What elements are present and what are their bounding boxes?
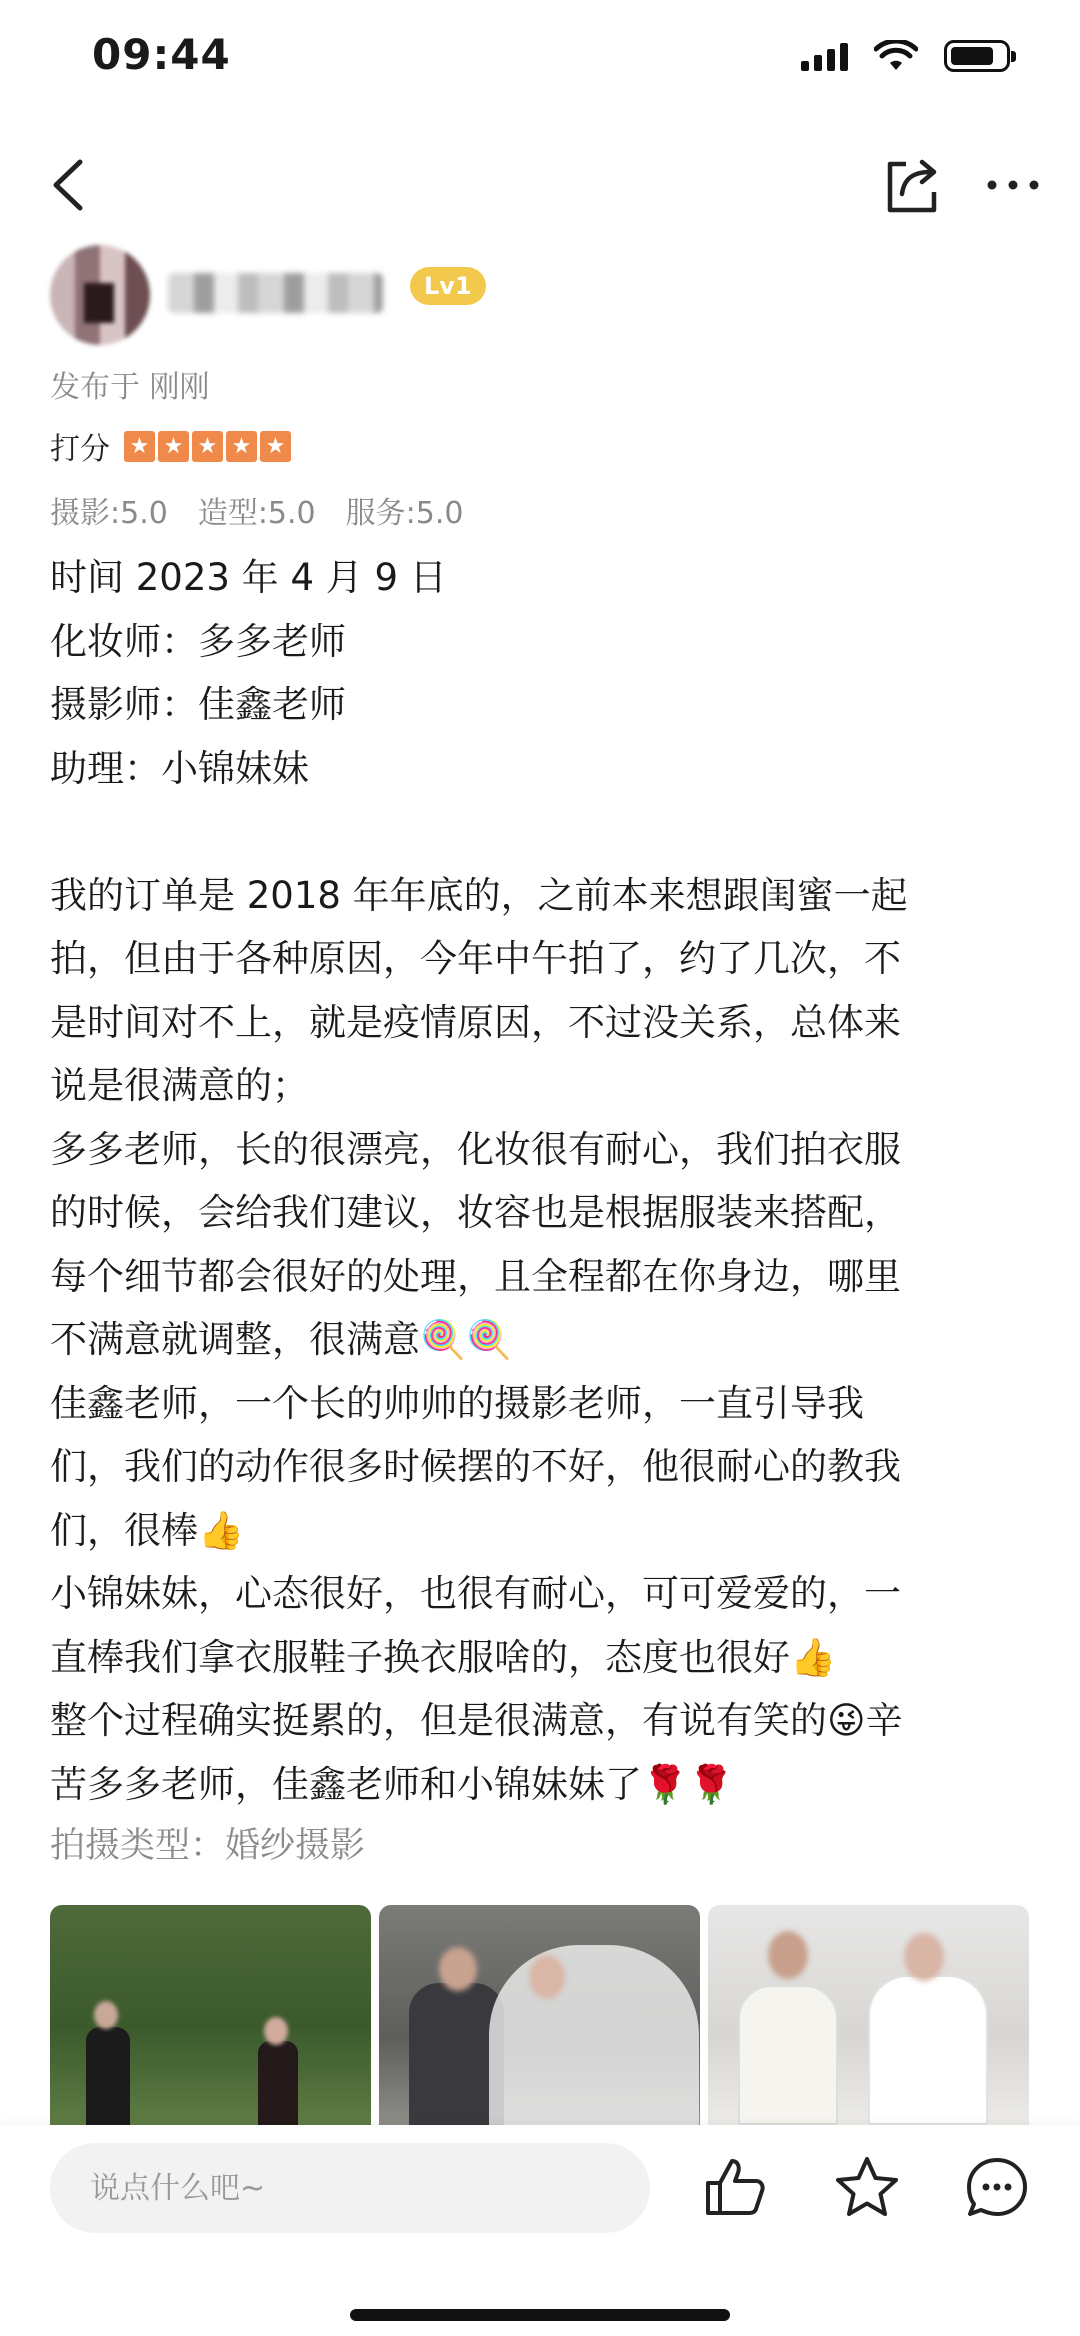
review-line: 每个细节都会很好的处理，且全程都在你身边，哪里 <box>50 1254 901 1298</box>
share-icon[interactable] <box>880 150 944 220</box>
score-photography: 摄影:5.0 <box>50 496 168 531</box>
username-blurred[interactable] <box>168 273 383 313</box>
review-line: 摄影师：佳鑫老师 <box>50 683 346 726</box>
cellular-signal-icon <box>801 41 848 71</box>
review-line: 的时候，会给我们建议，妆容也是根据服装来搭配， <box>50 1191 901 1234</box>
score-styling: 造型:5.0 <box>197 496 316 531</box>
review-line: 时间 2023 年 4 月 9 日 <box>50 556 447 599</box>
battery-icon <box>944 40 1010 72</box>
avatar[interactable] <box>50 245 150 345</box>
review-line: 化妆师：多多老师 <box>50 619 346 663</box>
star-icon: ★ <box>192 431 223 462</box>
star-icon: ★ <box>226 431 257 462</box>
more-dots-icon[interactable] <box>980 150 1046 220</box>
review-line: 们，我们的动作很多时候摆的不好，他很耐心的教我 <box>50 1445 901 1488</box>
photo-thumbnail[interactable] <box>379 1905 700 2125</box>
star-icon: ★ <box>158 431 189 462</box>
star-icon: ★ <box>260 431 291 462</box>
level-badge: Lv1 <box>410 267 486 305</box>
review-line: 们，很棒👍 <box>50 1508 245 1552</box>
bottom-action-bar <box>0 2125 1080 2336</box>
review-line: 小锦妹妹，心态很好，也很有耐心，可可爱爱的，一 <box>50 1572 901 1615</box>
review-line: 说是很满意的； <box>50 1064 309 1107</box>
rating-stars <box>124 431 291 462</box>
comment-bubble-icon[interactable] <box>962 2153 1032 2223</box>
review-line: 佳鑫老师，一个长的帅帅的摄影老师，一直引导我 <box>50 1381 864 1425</box>
star-icon[interactable] <box>832 2153 902 2223</box>
review-line: 直棒我们拿衣服鞋子换衣服啥的，态度也很好👍 <box>50 1635 837 1679</box>
review-line: 多多老师，长的很漂亮，化妆很有耐心，我们拍衣服 <box>50 1127 901 1171</box>
score-breakdown <box>50 488 463 532</box>
status-time: 09:44 <box>92 30 231 79</box>
shoot-type: 拍摄类型：婚纱摄影 <box>50 1826 366 1866</box>
comment-input[interactable] <box>50 2143 650 2233</box>
review-line: 助理：小锦妹妹 <box>50 746 309 790</box>
score-service: 服务:5.0 <box>345 496 464 531</box>
home-indicator <box>350 2309 730 2321</box>
status-bar <box>0 0 1080 130</box>
photo-gallery <box>50 1905 1030 2125</box>
rating-row <box>50 424 291 468</box>
review-text <box>50 546 1040 1816</box>
author-row <box>50 245 1030 345</box>
star-icon: ★ <box>124 431 155 462</box>
wifi-icon <box>874 40 918 72</box>
review-line: 苦多多老师，佳鑫老师和小锦妹妹了🌹🌹 <box>50 1762 735 1806</box>
review-line: 拍，但由于各种原因，今年中午拍了，约了几次，不 <box>50 937 901 980</box>
nav-bar <box>0 140 1080 230</box>
rating-label: 打分 <box>50 432 110 467</box>
status-icons <box>801 40 1010 72</box>
thumbs-up-icon[interactable] <box>700 2153 770 2223</box>
review-line: 整个过程确实挺累的，但是很满意，有说有笑的😜辛 <box>50 1699 903 1742</box>
review-line: 不满意就调整，很满意🍭🍭 <box>50 1318 513 1361</box>
photo-thumbnail[interactable] <box>50 1905 371 2125</box>
photo-thumbnail[interactable] <box>708 1905 1029 2125</box>
back-chevron-icon[interactable] <box>40 150 100 220</box>
review-line: 是时间对不上，就是疫情原因，不过没关系，总体来 <box>50 1000 901 1044</box>
review-line: 我的订单是 2018 年年底的，之前本来想跟闺蜜一起 <box>50 873 908 917</box>
post-time: 发布于 刚刚 <box>50 370 210 405</box>
